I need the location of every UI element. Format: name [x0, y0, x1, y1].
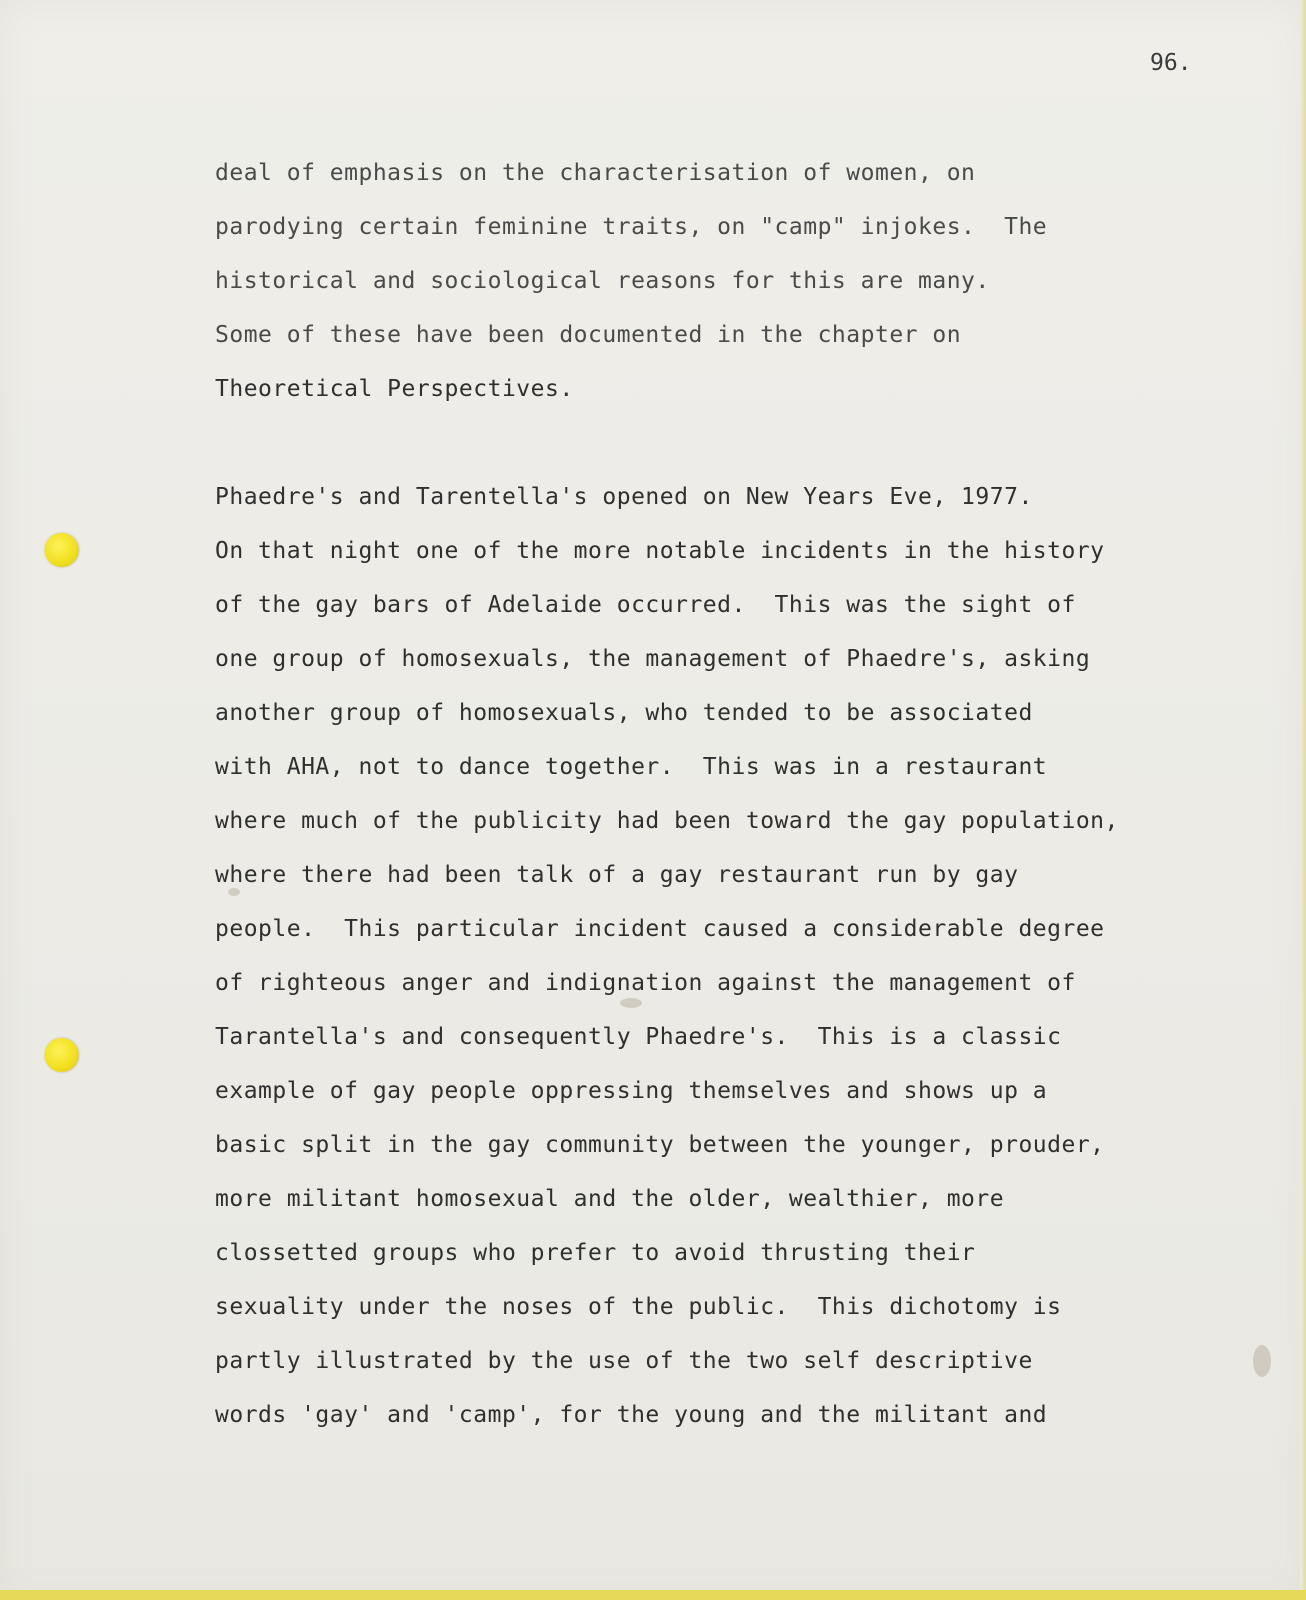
text-line: clossetted groups who prefer to avoid thrusting their	[215, 1240, 976, 1266]
text-line: Some of these have been documented in the chapter on	[215, 322, 962, 348]
text-line: with AHA, not to dance together. This was in a restaurant	[215, 754, 1048, 780]
text-line: where much of the publicity had been toward the gay population,	[215, 808, 1119, 834]
page-number: 96.	[1150, 50, 1192, 76]
text-line: partly illustrated by the use of the two self descriptive	[215, 1348, 1033, 1374]
text-line: one group of homosexuals, the management of Phaedre's, asking	[215, 646, 1091, 672]
text-line: basic split in the gay community between the younger, prouder,	[215, 1132, 1105, 1158]
paper-speck	[228, 888, 240, 896]
text-line: Phaedre's and Tarentella's opened on New Years Eve, 1977.	[215, 484, 1033, 510]
page-edge-right	[1300, 0, 1306, 1600]
text-line: of the gay bars of Adelaide occurred. This was the sight of	[215, 592, 1076, 618]
text-line: Tarantella's and consequently Phaedre's. This is a classic	[215, 1024, 1062, 1050]
text-line: Theoretical Perspectives.	[215, 376, 574, 402]
text-line: historical and sociological reasons for this are many.	[215, 268, 990, 294]
text-line: people. This particular incident caused a considerable degree	[215, 916, 1105, 942]
text-line: parodying certain feminine traits, on "camp" injokes. The	[215, 214, 1048, 240]
text-line: where there had been talk of a gay restaurant run by gay	[215, 862, 1019, 888]
binder-hole-upper	[45, 533, 79, 567]
text-line: more militant homosexual and the older, wealthier, more	[215, 1186, 1005, 1212]
paper-stain	[1253, 1345, 1271, 1377]
paper-speck	[620, 998, 642, 1008]
text-line: of righteous anger and indignation against the management of	[215, 970, 1076, 996]
text-line: another group of homosexuals, who tended to be associated	[215, 700, 1033, 726]
page-edge-bottom	[0, 1590, 1306, 1600]
binder-hole-lower	[45, 1038, 79, 1072]
text-line: deal of emphasis on the characterisation of women, on	[215, 160, 976, 186]
text-line: example of gay people oppressing themselves and shows up a	[215, 1078, 1048, 1104]
text-line: sexuality under the noses of the public. This dichotomy is	[215, 1294, 1062, 1320]
text-line: On that night one of the more notable incidents in the history	[215, 538, 1105, 564]
text-line: words 'gay' and 'camp', for the young and the militant and	[215, 1402, 1048, 1428]
